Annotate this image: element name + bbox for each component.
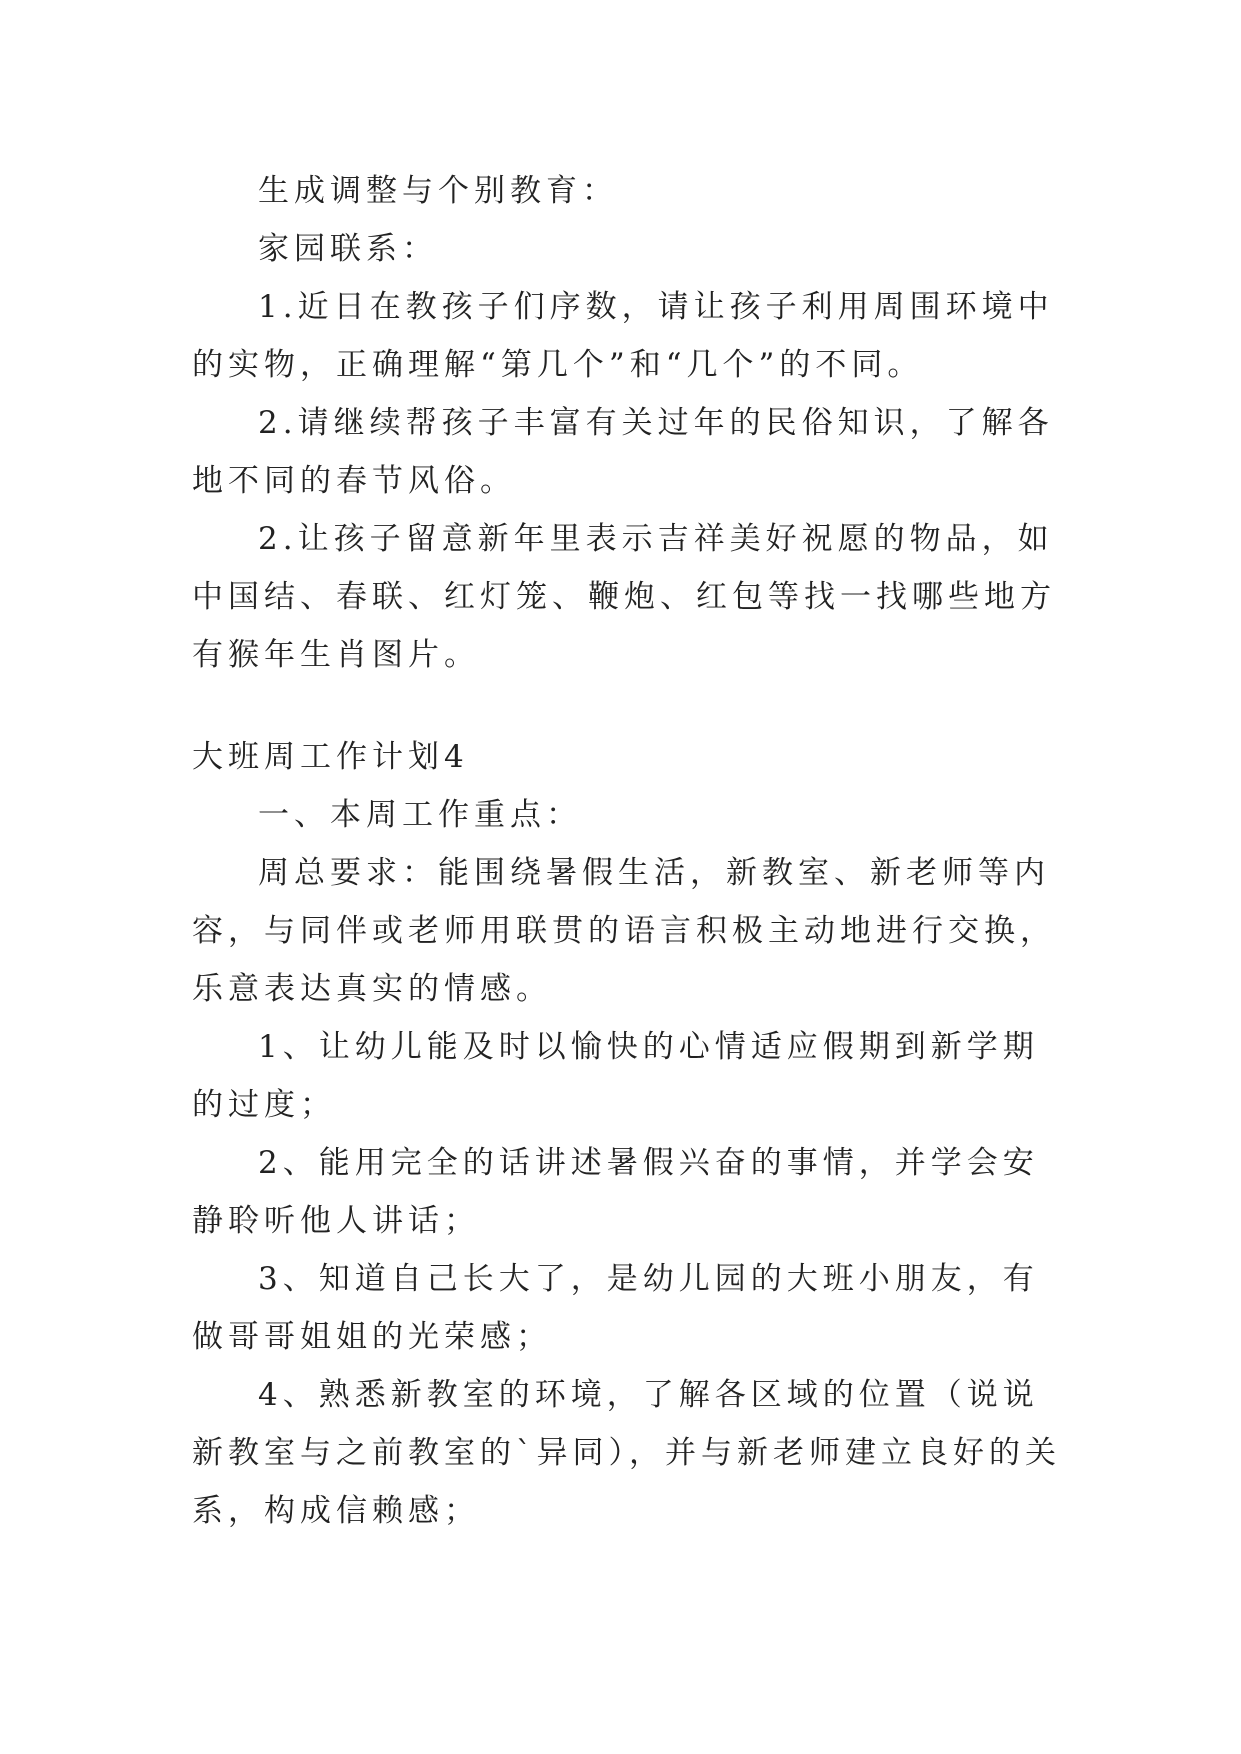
document-body bbox=[192, 162, 1072, 1540]
paragraph-home-school-contact: 家园联系： bbox=[258, 231, 438, 267]
paragraph-goal-3: 3、知道自己长大了，是幼儿园的大班小朋友，有做哥哥姐姐的光荣感； bbox=[192, 1261, 1039, 1355]
paragraph-goal-1: 1、让幼儿能及时以愉快的心情适应假期到新学期的过度； bbox=[192, 1029, 1039, 1123]
paragraph-goal-4: 4、熟悉新教室的环境，了解各区域的位置（说说新教室与之前教室的`异同），并与新老师建立良好的关系，构成信赖感； bbox=[192, 1377, 1061, 1529]
paragraph-item-ordinal-numbers: 1.近日在教孩子们序数，请让孩子利用周围环境中的实物，正确理解“第几个”和“几个”的不同。 bbox=[192, 289, 1054, 383]
paragraph-item-auspicious-objects: 2.让孩子留意新年里表示吉祥美好祝愿的物品，如中国结、春联、红灯笼、鞭炮、红包等找一找哪些地方有猴年生肖图片。 bbox=[192, 521, 1056, 673]
paragraph-weekly-focus: 一、本周工作重点： bbox=[258, 797, 582, 833]
paragraph-goal-2: 2、能用完全的话讲述暑假兴奋的事情，并学会安静聆听他人讲话； bbox=[192, 1145, 1039, 1239]
paragraph-item-new-year-customs: 2.请继续帮孩子丰富有关过年的民俗知识，了解各地不同的春节风俗。 bbox=[192, 405, 1054, 499]
section-title: 大班周工作计划4 bbox=[192, 739, 469, 775]
paragraph-weekly-requirements: 周总要求：能围绕暑假生活，新教室、新老师等内容，与同伴或老师用联贯的语言积极主动地进行交换，乐意表达真实的情感。 bbox=[192, 855, 1056, 1007]
paragraph-individual-education: 生成调整与个别教育： bbox=[258, 173, 618, 209]
